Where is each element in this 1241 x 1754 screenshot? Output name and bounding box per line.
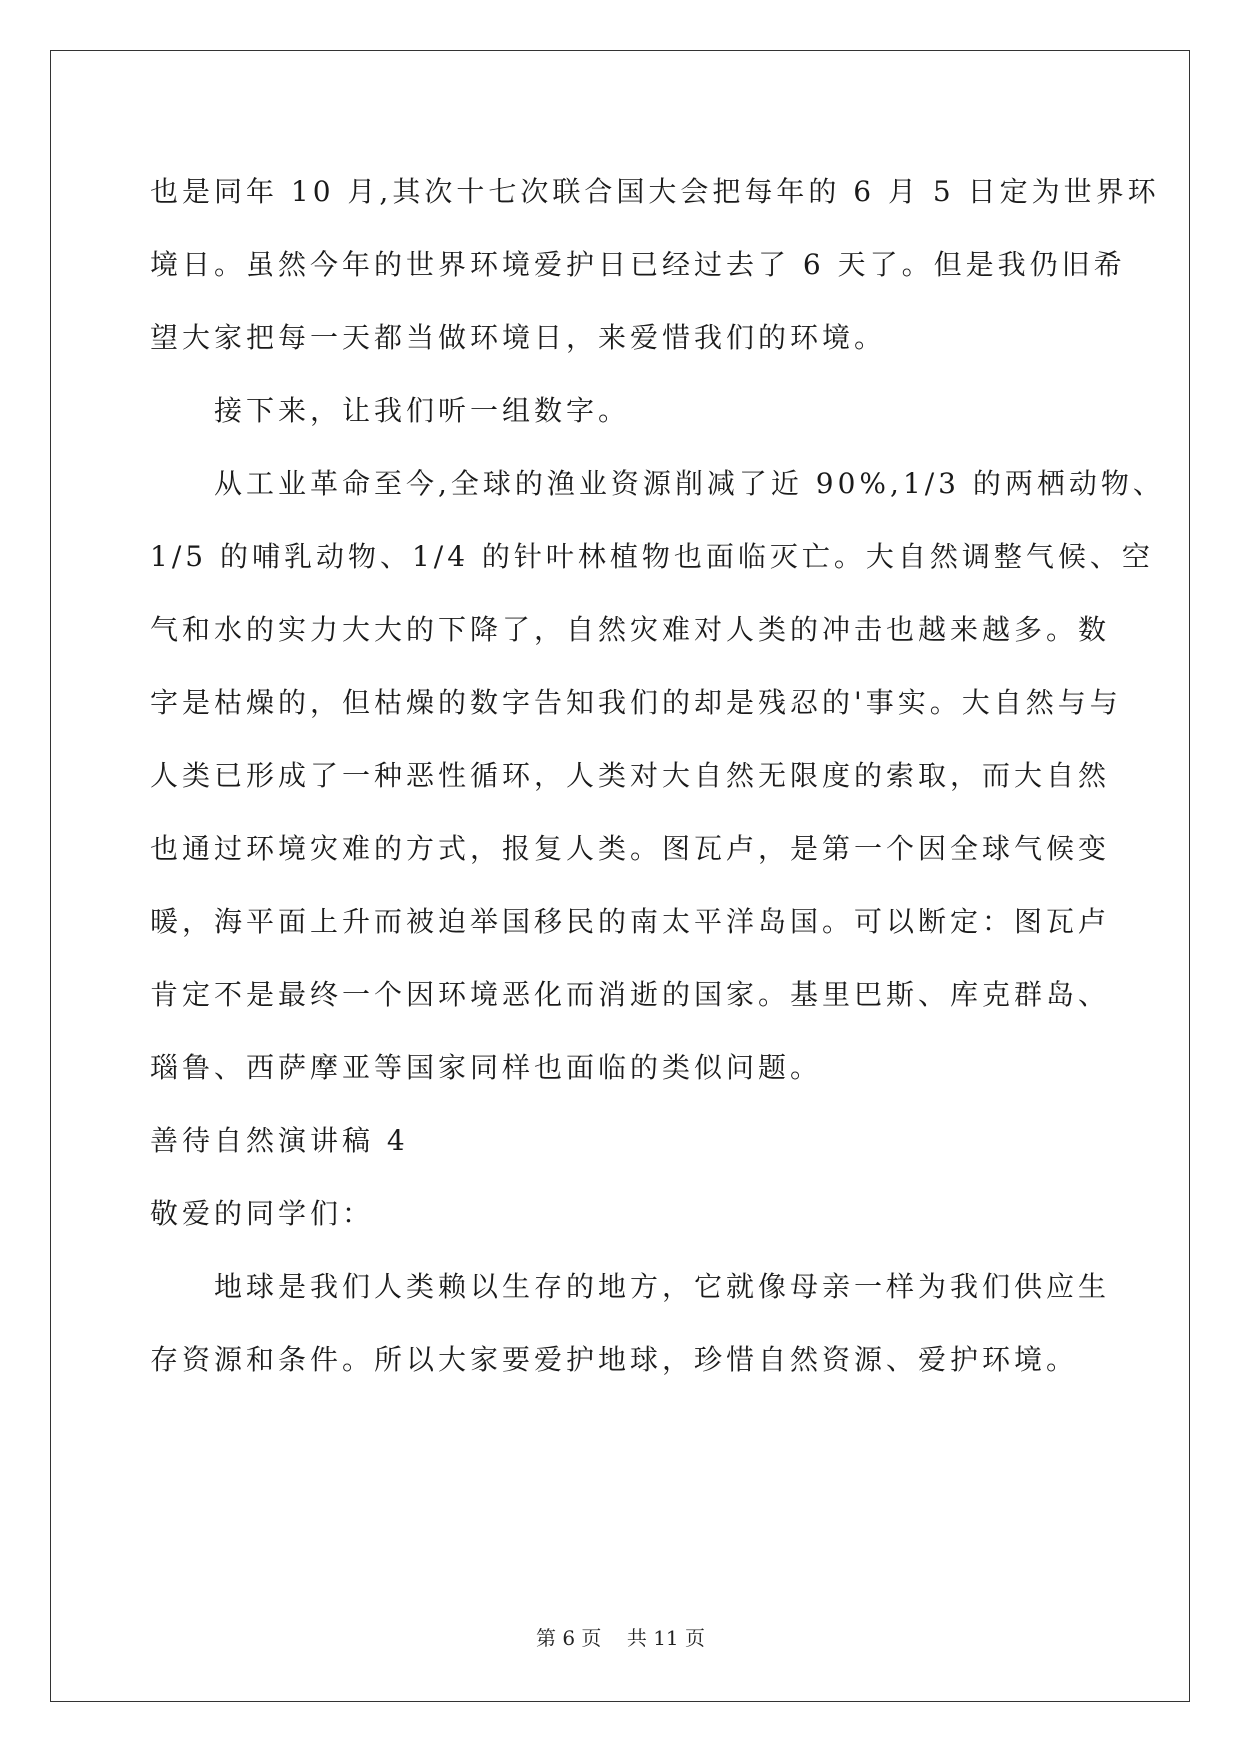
text-line-17: 存资源和条件。所以大家要爱护地球，珍惜自然资源、爱护环境。 xyxy=(150,1343,1079,1376)
text-line-2: 境日。虽然今年的世界环境爱护日已经过去了 6 天了。但是我仍旧希 xyxy=(150,248,1126,281)
text-line-1: 也是同年 10 月,其次十七次联合国大会把每年的 6 月 5 日定为世界环 xyxy=(150,175,1160,208)
text-line-6: 1/5 的哺乳动物、1/4 的针叶林植物也面临灭亡。大自然调整气候、空 xyxy=(150,540,1154,573)
section-heading: 善待自然演讲稿 4 xyxy=(150,1124,409,1157)
text-line-3: 望大家把每一天都当做环境日，来爱惜我们的环境。 xyxy=(150,321,887,354)
salutation: 敬爱的同学们： xyxy=(150,1197,375,1230)
text-line-9: 人类已形成了一种恶性循环，人类对大自然无限度的索取，而大自然 xyxy=(150,759,1111,792)
text-line-10: 也通过环境灾难的方式，报复人类。图瓦卢，是第一个因全球气候变 xyxy=(150,832,1111,865)
page-number-footer: 第 6 页 共 11 页 xyxy=(535,1626,706,1650)
text-line-16: 地球是我们人类赖以生存的地方，它就像母亲一样为我们供应生 xyxy=(214,1270,1111,1303)
text-line-12: 肯定不是最终一个因环境恶化而消逝的国家。基里巴斯、库克群岛、 xyxy=(150,978,1111,1011)
text-line-5: 从工业革命至今,全球的渔业资源削减了近 90%,1/3 的两栖动物、 xyxy=(214,467,1165,500)
text-line-7: 气和水的实力大大的下降了，自然灾难对人类的冲击也越来越多。数 xyxy=(150,613,1111,646)
text-line-4: 接下来，让我们听一组数字。 xyxy=(214,394,631,427)
text-line-13: 瑙鲁、西萨摩亚等国家同样也面临的类似问题。 xyxy=(150,1051,823,1084)
document-body xyxy=(150,155,1165,1396)
text-line-11: 暖，海平面上升而被迫举国移民的南太平洋岛国。可以断定：图瓦卢 xyxy=(150,905,1111,938)
text-line-8: 字是枯燥的，但枯燥的数字告知我们的却是残忍的'事实。大自然与与 xyxy=(150,686,1122,719)
